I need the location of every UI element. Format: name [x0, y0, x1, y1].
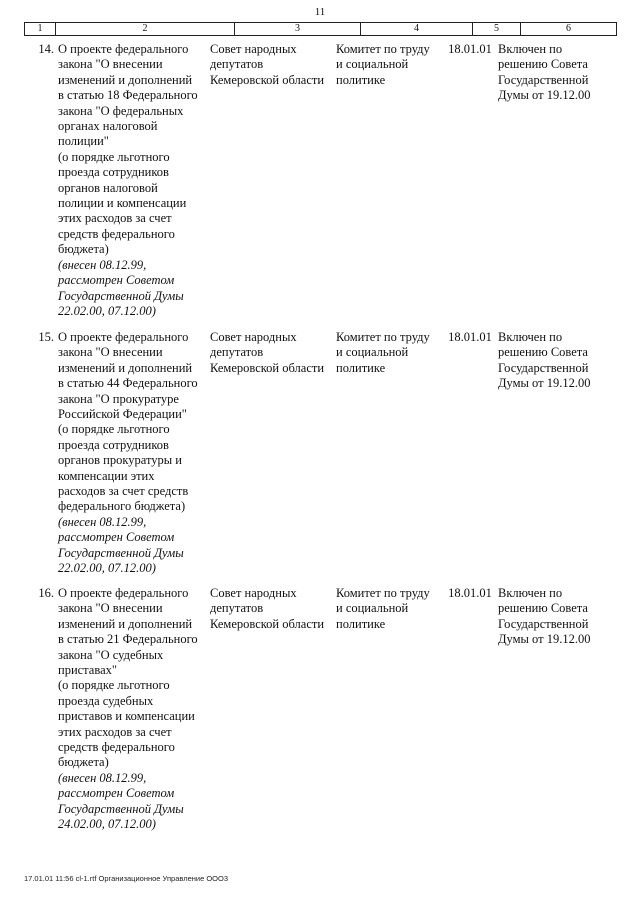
- bill-description-line: средств федерального: [58, 226, 175, 241]
- status-line: Государственной: [498, 360, 589, 375]
- bill-description-line: компенсации этих: [58, 468, 155, 483]
- bill-note-line: (внесен 08.12.99,: [58, 257, 147, 272]
- bill-description-line: в статью 44 Федерального: [58, 376, 198, 391]
- bill-description-line: (о порядке льготного: [58, 422, 170, 437]
- initiator-line: Совет народных: [210, 586, 297, 600]
- bill-note-line: Государственной Думы: [58, 545, 184, 560]
- bill-description-line: бюджета): [58, 242, 109, 257]
- bill-description-line: закона "О судебных: [58, 647, 164, 662]
- bill-note-line: 22.02.00, 07.12.00): [58, 303, 156, 318]
- committee: [336, 586, 446, 632]
- bill-description-line: в статью 21 Федерального: [58, 632, 198, 647]
- initiator-line: Кемеровской области: [210, 616, 325, 631]
- date: 18.01.01: [448, 586, 492, 600]
- column-number-3: 3: [235, 23, 361, 36]
- column-number-6: 6: [521, 23, 617, 36]
- bill-description-line: закона "О внесении: [58, 345, 163, 360]
- bill-note-line: Государственной Думы: [58, 288, 184, 303]
- committee: [336, 330, 446, 376]
- bill-description-line: органах налоговой: [58, 119, 158, 134]
- status-line: Государственной: [498, 616, 589, 631]
- column-number-header: [24, 22, 617, 36]
- initiator: [210, 330, 332, 376]
- initiator-line: депутатов: [210, 57, 264, 72]
- committee-line: политике: [336, 616, 386, 631]
- committee-line: Комитет по труду: [336, 330, 430, 344]
- initiator: [210, 42, 332, 88]
- status-line: Думы от 19.12.00: [498, 376, 591, 391]
- bill-description-line: закона "О федеральных: [58, 103, 184, 118]
- bill-description-line: О проекте федерального: [58, 330, 189, 344]
- bill-description-line: расходов за счет средств: [58, 484, 189, 499]
- footer-metadata: 17.01.01 11:56 cl-1.rtf Организационное Управление ООО3: [24, 874, 228, 883]
- status: [498, 330, 622, 392]
- bill-description-line: органов прокуратуры и: [58, 453, 182, 468]
- committee: [336, 42, 446, 88]
- bill-description-line: в статью 18 Федерального: [58, 88, 198, 103]
- bill-description-line: (о порядке льготного: [58, 149, 170, 164]
- bill-description-line: полиции и компенсации: [58, 196, 187, 211]
- initiator-line: Совет народных: [210, 42, 297, 56]
- initiator-line: Совет народных: [210, 330, 297, 344]
- bill-description-line: проезда сотрудников: [58, 165, 169, 180]
- bill-description-line: изменений и дополнений: [58, 616, 193, 631]
- bill-note-line: рассмотрен Советом: [58, 786, 175, 801]
- bill-note-line: (внесен 08.12.99,: [58, 770, 147, 785]
- bill-description-line: полиции": [58, 134, 109, 149]
- bill-note-line: 24.02.00, 07.12.00): [58, 817, 156, 832]
- status-line: Государственной: [498, 72, 589, 87]
- bill-description-line: (о порядке льготного: [58, 678, 170, 693]
- page-number: 11: [314, 6, 326, 18]
- bill-description-line: приставов и компенсации: [58, 709, 195, 724]
- bill-note-line: 22.02.00, 07.12.00): [58, 561, 156, 576]
- bill-description-line: этих расходов за счет: [58, 724, 172, 739]
- committee-line: и социальной: [336, 57, 409, 72]
- bill-description-line: закона "О прокуратуре: [58, 391, 179, 406]
- status-line: Думы от 19.12.00: [498, 632, 591, 647]
- initiator-line: Кемеровской области: [210, 72, 325, 87]
- initiator-line: Кемеровской области: [210, 360, 325, 375]
- column-number-1: 1: [25, 23, 56, 36]
- status-line: решению Совета: [498, 57, 588, 72]
- bill-description-line: бюджета): [58, 755, 109, 770]
- status-line: Включен по: [498, 330, 563, 344]
- bill-description-line: изменений и дополнений: [58, 72, 193, 87]
- status: [498, 42, 622, 104]
- bill-description-line: органов налоговой: [58, 180, 158, 195]
- committee-line: Комитет по труду: [336, 42, 430, 56]
- status-line: решению Совета: [498, 345, 588, 360]
- bill-description: [58, 586, 206, 833]
- bill-note-line: Государственной Думы: [58, 801, 184, 816]
- status-line: Включен по: [498, 586, 563, 600]
- bill-description-line: федерального бюджета): [58, 499, 186, 514]
- bill-description-line: О проекте федерального: [58, 42, 189, 56]
- bill-description: [58, 42, 206, 319]
- bill-description-line: закона "О внесении: [58, 601, 163, 616]
- column-number-5: 5: [473, 23, 521, 36]
- committee-line: и социальной: [336, 601, 409, 616]
- bill-description-line: О проекте федерального: [58, 586, 189, 600]
- date: 18.01.01: [448, 330, 492, 344]
- initiator-line: депутатов: [210, 601, 264, 616]
- bill-description-line: проезда сотрудников: [58, 437, 169, 452]
- committee-line: Комитет по труду: [336, 586, 430, 600]
- initiator: [210, 586, 332, 632]
- bill-description-line: закона "О внесении: [58, 57, 163, 72]
- status-line: решению Совета: [498, 601, 588, 616]
- column-number-2: 2: [56, 23, 235, 36]
- status-line: Включен по: [498, 42, 563, 56]
- bill-description-line: изменений и дополнений: [58, 360, 193, 375]
- status-line: Думы от 19.12.00: [498, 88, 591, 103]
- row-number: 15.: [38, 330, 54, 344]
- initiator-line: депутатов: [210, 345, 264, 360]
- bill-description-line: проезда судебных: [58, 693, 154, 708]
- bill-description-line: средств федерального: [58, 740, 175, 755]
- committee-line: политике: [336, 360, 386, 375]
- bill-description-line: приставах": [58, 663, 117, 678]
- column-number-4: 4: [361, 23, 473, 36]
- committee-line: и социальной: [336, 345, 409, 360]
- bill-description: [58, 330, 206, 577]
- committee-line: политике: [336, 72, 386, 87]
- bill-description-line: этих расходов за счет: [58, 211, 172, 226]
- row-number: 14.: [38, 42, 54, 56]
- date: 18.01.01: [448, 42, 492, 56]
- bill-note-line: (внесен 08.12.99,: [58, 514, 147, 529]
- bill-note-line: рассмотрен Советом: [58, 273, 175, 288]
- bill-note-line: рассмотрен Советом: [58, 530, 175, 545]
- bill-description-line: Российской Федерации": [58, 407, 187, 422]
- status: [498, 586, 622, 648]
- row-number: 16.: [38, 586, 54, 600]
